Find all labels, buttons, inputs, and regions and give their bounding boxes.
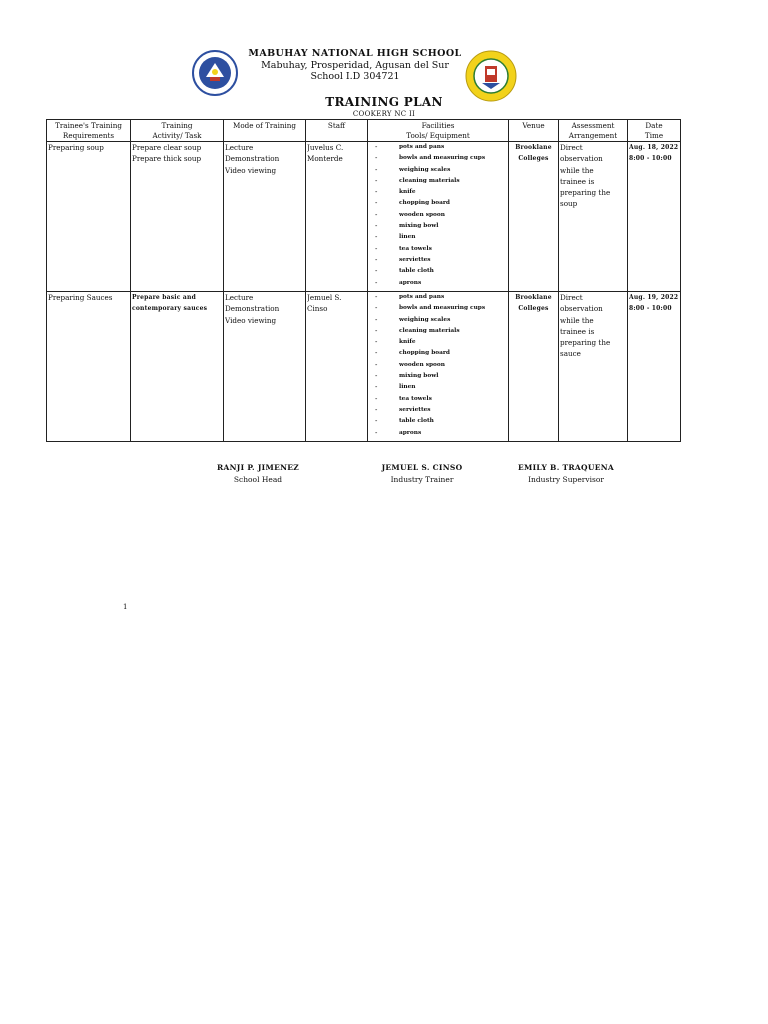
- signatory-name: EMILY B. TRAQUENA: [517, 463, 615, 472]
- list-item: - aprons: [375, 278, 422, 287]
- header-requirements: Trainee's Training Requirements: [47, 120, 131, 142]
- list-item: - cleaning materials: [375, 176, 460, 185]
- requirement-cell: Preparing Sauces: [47, 292, 131, 442]
- signatory-industry-supervisor: [486, 462, 646, 486]
- requirement-cell: Preparing soup: [47, 142, 131, 292]
- tools-list: [369, 292, 507, 439]
- list-item: - knife: [375, 188, 416, 197]
- header-facilities: Facilities Tools/ Equipment: [368, 120, 509, 142]
- list-item: - serviettes: [375, 255, 431, 264]
- list-item: - bowls and measuring cups: [375, 154, 486, 163]
- assessment-cell: Direct observation while the trainee is preparing the soup: [559, 142, 628, 292]
- list-item: - knife: [375, 338, 416, 347]
- header-mode: Mode of Training: [224, 120, 306, 142]
- header-staff: Staff: [306, 120, 368, 142]
- staff-cell: Jemuel S. Cinso: [306, 292, 368, 442]
- tools-cell: [368, 292, 509, 442]
- activity-cell: Prepare clear soup Prepare thick soup: [131, 142, 224, 292]
- list-item: - mixing bowl: [375, 222, 439, 231]
- table-row: [47, 142, 681, 292]
- signatory-role: School Head: [233, 475, 283, 484]
- date-cell: Aug. 19, 2022 8:00 - 10:00: [628, 292, 681, 442]
- list-item: - bowls and measuring cups: [375, 304, 486, 313]
- venue-cell: Brooklane Colleges: [509, 292, 559, 442]
- tools-list: [369, 142, 507, 289]
- list-item: - wooden spoon: [375, 210, 445, 219]
- school-header: [230, 48, 480, 83]
- list-item: - pots and pans: [375, 143, 445, 151]
- signatory-role: Industry Trainer: [390, 475, 454, 484]
- list-item: - tea towels: [375, 394, 432, 403]
- list-item: - pots and pans: [375, 293, 445, 301]
- tools-cell: [368, 142, 509, 292]
- school-name: MABUHAY NATIONAL HIGH SCHOOL: [248, 48, 462, 59]
- list-item: - chopping board: [375, 199, 450, 208]
- signatory-school-head: [178, 462, 338, 486]
- list-item: - tea towels: [375, 244, 432, 253]
- school-id: School I.D 304721: [310, 71, 400, 82]
- list-item: - weighing scales: [375, 315, 451, 324]
- school-address: Mabuhay, Prosperidad, Agusan del Sur: [261, 59, 449, 71]
- mode-cell: Lecture Demonstration Video viewing: [224, 142, 306, 292]
- header-date: Date Time: [628, 120, 681, 142]
- signatory-industry-trainer: [342, 462, 502, 486]
- list-item: - aprons: [375, 428, 422, 437]
- list-item: - chopping board: [375, 349, 450, 358]
- list-item: - linen: [375, 383, 416, 392]
- list-item: - mixing bowl: [375, 372, 439, 381]
- header-venue: Venue: [509, 120, 559, 142]
- staff-cell: Juvelus C. Monterde: [306, 142, 368, 292]
- page-number: 1: [123, 603, 128, 611]
- list-item: - cleaning materials: [375, 326, 460, 335]
- date-cell: Aug. 18, 2022 8:00 - 10:00: [628, 142, 681, 292]
- header-activity: Training Activity/ Task: [131, 120, 224, 142]
- signatory-name: JEMUEL S. CINSO: [381, 463, 463, 472]
- signatory-role: Industry Supervisor: [528, 475, 604, 484]
- list-item: - table cloth: [375, 267, 434, 276]
- list-item: - linen: [375, 233, 416, 242]
- signatory-name: RANJI P. JIMENEZ: [216, 463, 300, 472]
- document-subtitle: COOKERY NC II: [352, 110, 416, 118]
- mode-cell: Lecture Demonstration Video viewing: [224, 292, 306, 442]
- venue-cell: Brooklane Colleges: [509, 142, 559, 292]
- training-plan-table: [46, 119, 681, 442]
- list-item: - table cloth: [375, 417, 434, 426]
- table-row: [47, 292, 681, 442]
- document-title: TRAINING PLAN: [325, 95, 443, 109]
- assessment-cell: Direct observation while the trainee is preparing the sauce: [559, 292, 628, 442]
- list-item: - weighing scales: [375, 165, 451, 174]
- header-assessment: Assessment Arrangement: [559, 120, 628, 142]
- list-item: - wooden spoon: [375, 360, 445, 369]
- list-item: - serviettes: [375, 405, 431, 414]
- activity-cell: Prepare basic and contemporary sauces: [131, 292, 224, 442]
- table-header-row: [47, 120, 681, 142]
